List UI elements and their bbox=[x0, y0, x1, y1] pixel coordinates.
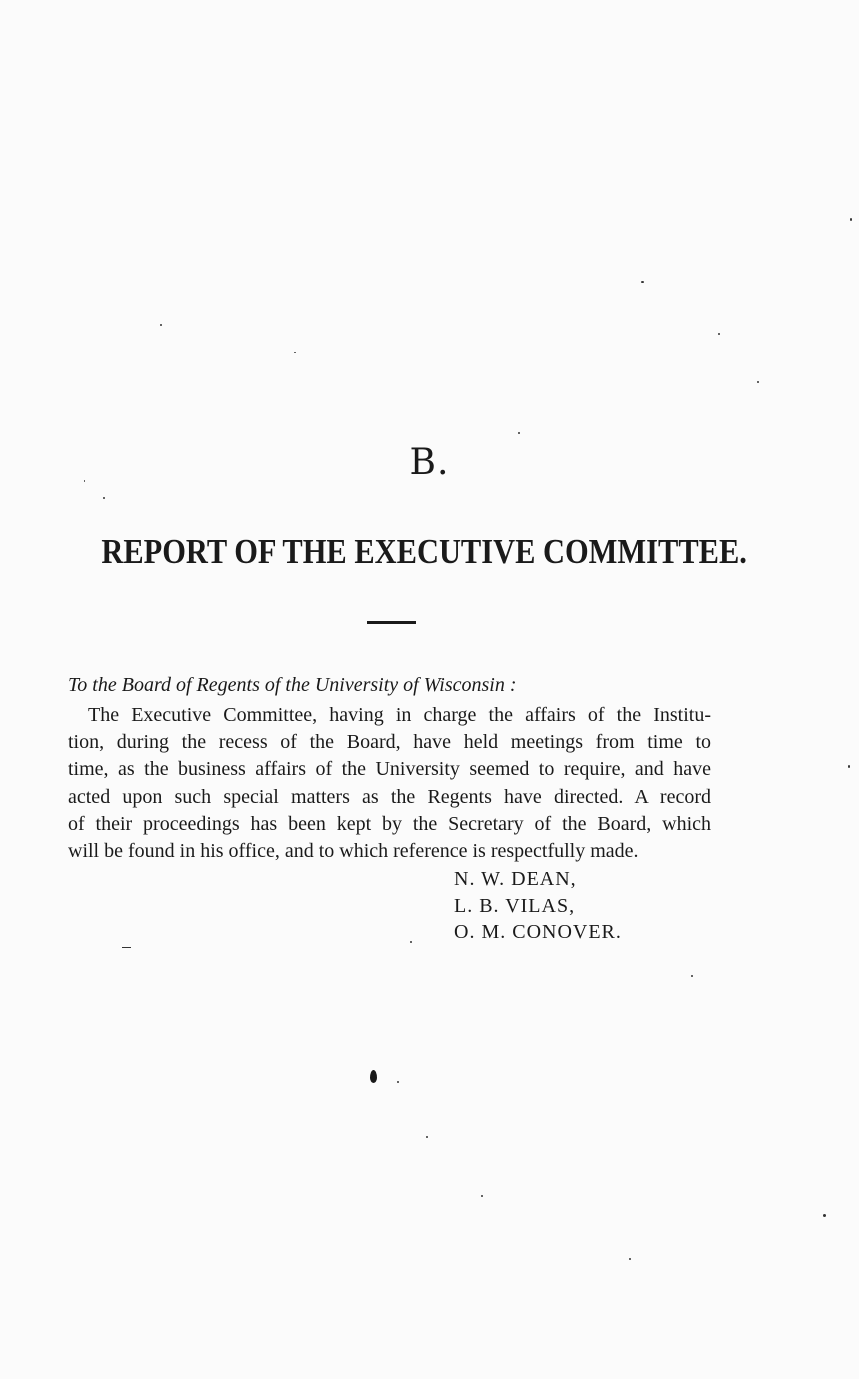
title-divider-rule bbox=[367, 621, 416, 624]
paper-speck bbox=[850, 218, 852, 221]
appendix-letter: B. bbox=[409, 442, 450, 483]
report-title: REPORT OF THE EXECUTIVE COMMITTEE. bbox=[101, 532, 747, 571]
paper-speck bbox=[757, 381, 759, 383]
paper-speck bbox=[397, 1081, 399, 1083]
paper-speck bbox=[294, 352, 296, 353]
paper-speck bbox=[160, 324, 162, 326]
body-line: time, as the business affairs of the University seemed to require, and have bbox=[68, 758, 711, 781]
paper-speck bbox=[103, 497, 105, 499]
signature-block bbox=[454, 866, 622, 946]
paper-speck bbox=[691, 975, 693, 977]
body-line: acted upon such special matters as the Regents have directed. A record bbox=[68, 785, 711, 808]
paper-speck bbox=[410, 941, 412, 943]
ink-blot-mark bbox=[370, 1070, 377, 1083]
paper-speck bbox=[629, 1258, 631, 1260]
paper-speck bbox=[641, 281, 644, 283]
signature-conover: O. M. CONOVER. bbox=[454, 921, 622, 943]
paper-speck bbox=[848, 765, 850, 768]
paper-speck bbox=[122, 947, 131, 948]
paper-speck bbox=[84, 480, 85, 482]
body-line: of their proceedings has been kept by the Secretary of the Board, which bbox=[68, 812, 711, 835]
signature-vilas: L. B. VILAS, bbox=[454, 894, 576, 917]
body-line: tion, during the recess of the Board, have held meetings from time to bbox=[68, 731, 711, 754]
paper-speck bbox=[481, 1195, 483, 1197]
body-line: The Executive Committee, having in charge the affairs of the Institu- bbox=[88, 704, 711, 726]
body-line: will be found in his office, and to which reference is respectfully made. bbox=[68, 840, 639, 863]
paper-speck bbox=[426, 1136, 428, 1138]
salutation: To the Board of Regents of the University of Wisconsin : bbox=[68, 674, 517, 696]
report-body bbox=[68, 702, 711, 865]
paper-speck bbox=[718, 333, 720, 335]
paper-speck bbox=[823, 1214, 826, 1217]
paper-speck bbox=[518, 432, 520, 434]
signature-dean: N. W. DEAN, bbox=[454, 868, 577, 890]
